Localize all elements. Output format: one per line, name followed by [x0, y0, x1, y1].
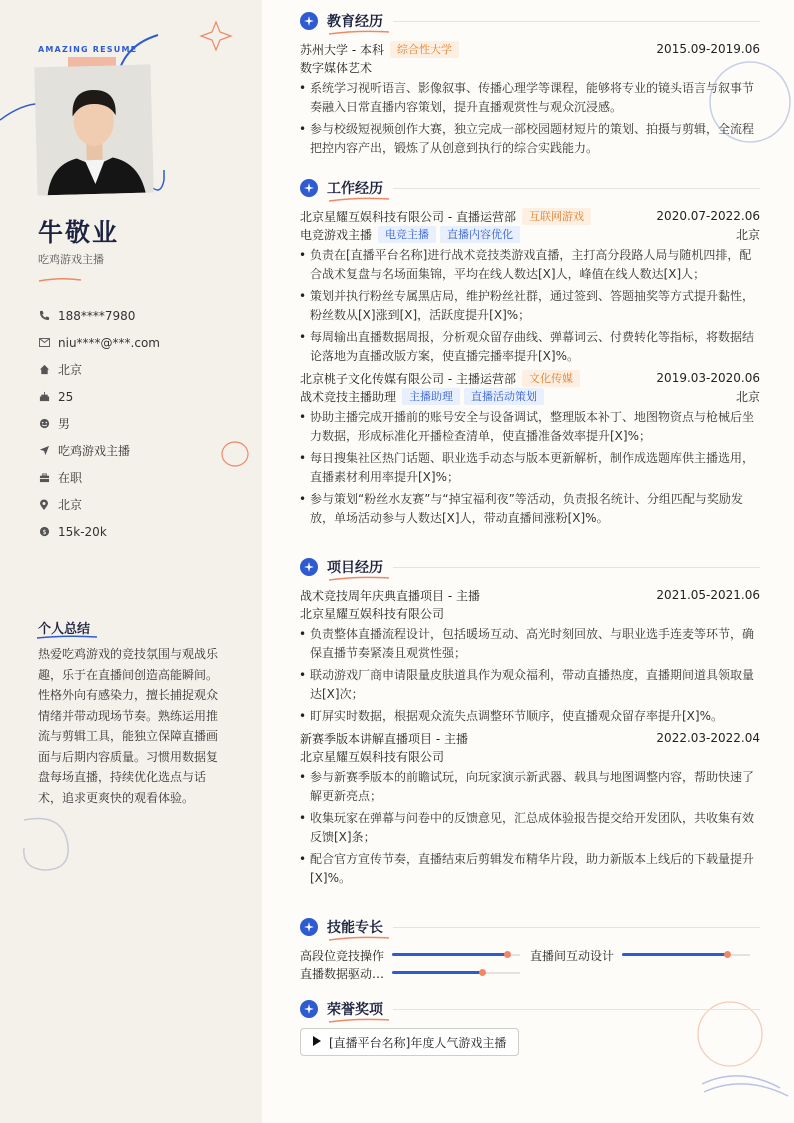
- skill-bar: [392, 954, 520, 956]
- skill-fill: [392, 971, 482, 974]
- skill-fill: [392, 953, 507, 956]
- title-underline: [328, 28, 390, 36]
- section-title: 项目经历: [327, 560, 383, 576]
- contact-value: 在职: [58, 471, 83, 485]
- company-tag: 互联网游戏: [522, 208, 591, 225]
- section-header: [300, 175, 760, 201]
- job-date: 2019.03-2020.06: [656, 371, 760, 385]
- contact-value: 15k-20k: [58, 524, 107, 539]
- skill-name: 直播间互动设计: [530, 948, 615, 963]
- job-header: [300, 369, 760, 387]
- job-city: 北京: [735, 389, 760, 404]
- list-item: • 策划并执行粉丝专属黑店局，维护粉丝社群，通过签到、答题抽奖等方式提升黏性，粉丝数从[X]涨到[X]，活跃度提升[X]%；: [300, 287, 760, 325]
- salary-icon: [38, 526, 50, 538]
- sparkle-icon: [300, 558, 318, 576]
- list-item: • 联动游戏厂商申请限量皮肤道具作为观众福利，带动直播热度，直播期间道具领取量达[X]次；: [300, 666, 760, 704]
- divider: [393, 21, 760, 22]
- svg-text:$: $: [41, 527, 47, 536]
- contact-value[interactable]: niu****@***.com: [58, 335, 160, 350]
- skill-level-dot: [479, 969, 486, 976]
- job-city: 北京: [735, 227, 760, 242]
- contact-status: [38, 464, 248, 491]
- section-header: [300, 8, 760, 34]
- list-item: • 收集玩家在弹幕与问卷中的反馈意见，汇总成体验报告提交给开发团队，共收集有效反馈[X]条；: [300, 809, 760, 847]
- award-name: [直播平台名称]年度人气游戏主播: [329, 1035, 507, 1050]
- location-pin-icon: [38, 499, 50, 511]
- contact-list: [38, 302, 248, 545]
- position-tag: 主播助理: [402, 388, 460, 405]
- major: 数字媒体艺术: [300, 60, 373, 75]
- project-entry: [300, 729, 760, 888]
- play-icon: [313, 1035, 321, 1049]
- list-item: • 协助主播完成开播前的账号安全与设备调试，整理版本补丁、地图物资点与枪械后坐力数据，形成标准化开播检查清单，使直播准备效率提升[X]%；: [300, 408, 760, 446]
- candidate-name: 牛敬业: [38, 218, 120, 247]
- contact-salary: [38, 518, 248, 545]
- skill-level-dot: [504, 951, 511, 958]
- job-bullets: [300, 408, 760, 528]
- project-entry: [300, 586, 760, 726]
- education-section: [300, 8, 760, 161]
- skill-name: 直播数据驱动…: [300, 966, 385, 981]
- title-underline: [328, 934, 390, 942]
- skill-name: 高段位竞技操作: [300, 948, 385, 963]
- sparkle-icon: [300, 1000, 318, 1018]
- summary-text: 热爱吃鸡游戏的竞技氛围与观战乐趣，乐于在直播间创造高能瞬间。性格外向有感染力，擅长捕捉观众情绪并带动现场节奏。熟练运用推流与剪辑工具，能独立保障直播画面与后期内容质量。习惯用数据复盘每场直播，持续优化选点与话术，追求更爽快的观看体验。: [38, 647, 219, 805]
- home-icon: [38, 364, 50, 376]
- summary-title: 个人总结: [38, 622, 91, 637]
- list-item: • 参与策划“粉丝水友赛”与“掉宝福利夜”等活动，负责报名统计、分组匹配与奖励发放，单场活动参与人数达[X]人，带动直播间涨粉[X]%。: [300, 490, 760, 528]
- project-date: 2021.05-2021.06: [656, 588, 760, 602]
- company-tag: 文化传媒: [522, 370, 580, 387]
- project-company: 北京星耀互娱科技有限公司: [300, 606, 445, 621]
- position-tag: 直播活动策划: [464, 388, 544, 405]
- project-header: [300, 586, 760, 604]
- list-item: • 参与校级短视频创作大赛，独立完成一部校园题材短片的策划、拍摄与剪辑，全流程把控内容产出，锻炼了从创意到执行的综合实践能力。: [300, 120, 760, 158]
- school-tag: 综合性大学: [390, 41, 459, 58]
- contact-value: 吃鸡游戏主播: [58, 444, 131, 458]
- candidate-role: 吃鸡游戏主播: [38, 253, 104, 266]
- age-cake-icon: [38, 391, 50, 403]
- section-header: [300, 996, 760, 1022]
- sparkle-icon: [300, 918, 318, 936]
- project-date: 2022.03-2022.04: [656, 731, 760, 745]
- list-item: • 每周输出直播数据周报，分析观众留存曲线、弹幕词云、付费转化等指标，将数据结论落地为直播改版方案，使直播完播率提升[X]%。: [300, 328, 760, 366]
- position-tag: 直播内容优化: [440, 226, 520, 243]
- email-icon: [38, 337, 50, 349]
- project-header: [300, 729, 760, 747]
- list-item: • 负责整体直播流程设计，包括暖场互动、高光时刻回放、与职业选手连麦等环节，确保直播节奏紧凑且观赏性强；: [300, 625, 760, 663]
- list-item: • 配合官方宣传节奏，直播结束后剪辑发布精华片段，助力新版本上线后的下载量提升[X]%。: [300, 850, 760, 888]
- skill-item: [530, 947, 760, 964]
- skill-row: [300, 946, 760, 964]
- skill-fill: [622, 953, 727, 956]
- phone-icon: [38, 310, 50, 322]
- title-underline: [328, 1016, 390, 1024]
- decorative-swirl: [700, 1066, 794, 1106]
- education-entry-header: [300, 40, 760, 58]
- award-item: [300, 1028, 519, 1056]
- contact-value: 北京: [58, 363, 83, 377]
- title-underline: [328, 574, 390, 582]
- divider: [393, 927, 760, 928]
- section-title: 教育经历: [327, 14, 383, 30]
- section-header: [300, 914, 760, 940]
- skill-item: [300, 947, 530, 964]
- job-position: 战术竞技主播助理: [300, 389, 397, 404]
- honors-section: [300, 996, 760, 1056]
- section-title: 技能专长: [327, 920, 383, 936]
- project-company: 北京星耀互娱科技有限公司: [300, 749, 445, 764]
- divider: [393, 188, 760, 189]
- name-underline: [38, 277, 82, 283]
- list-item: • 每日搜集社区热门话题、职业选手动态与版本更新解析，制作成选题库供主播选用，直播素材利用率提升[X]%；: [300, 449, 760, 487]
- contact-gender: [38, 410, 248, 437]
- skill-row: [300, 964, 760, 982]
- job-position: 电竞游戏主播: [300, 227, 373, 242]
- contact-target: [38, 437, 248, 464]
- contact-age: [38, 383, 248, 410]
- job-bullets: [300, 246, 760, 366]
- project-bullets: [300, 768, 760, 888]
- education-bullets: [300, 79, 760, 158]
- skill-level-dot: [724, 951, 731, 958]
- divider: [393, 1009, 760, 1010]
- school-name: 苏州大学 - 本科: [300, 42, 384, 57]
- section-title: 荣誉奖项: [327, 1002, 383, 1018]
- job-position-row: [300, 225, 760, 243]
- title-underline: [328, 195, 390, 203]
- contact-email: [38, 329, 248, 356]
- contact-home: [38, 356, 248, 383]
- sparkle-icon: [300, 179, 318, 197]
- section-title: 工作经历: [327, 181, 383, 197]
- contact-phone: [38, 302, 248, 329]
- contact-location: [38, 491, 248, 518]
- contact-value[interactable]: 188****7980: [58, 308, 136, 323]
- education-date: 2015.09-2019.06: [656, 42, 760, 56]
- avatar: [34, 65, 153, 196]
- skill-bar: [392, 972, 520, 974]
- job-entry: [300, 207, 760, 366]
- list-item: • 盯屏实时数据，根据观众流失点调整环节顺序，使直播观众留存率提升[X]%。: [300, 707, 760, 726]
- sparkle-icon: [300, 12, 318, 30]
- section-header: [300, 554, 760, 580]
- company-name: 北京桃子文化传媒有限公司 - 主播运营部: [300, 371, 516, 386]
- decorative-circle: [14, 812, 74, 876]
- gender-icon: [38, 418, 50, 430]
- divider: [393, 567, 760, 568]
- sidebar: [0, 0, 262, 1123]
- skills-section: [300, 914, 760, 982]
- briefcase-icon: [38, 472, 50, 484]
- resume-tagline: AMAZING RESUME: [38, 45, 138, 54]
- list-item: • 系统学习视听语言、影像叙事、传播心理学等课程，能够将专业的镜头语言与叙事节奏融入日常直播内容策划，提升直播观赏性与观众沉浸感。: [300, 79, 760, 117]
- contact-value: 北京: [58, 498, 83, 512]
- project-section: [300, 554, 760, 891]
- list-item: • 参与新赛季版本的前瞻试玩，向玩家演示新武器、载具与地图调整内容，帮助快速了解更新亮点；: [300, 768, 760, 806]
- contact-value: 25: [58, 389, 74, 404]
- skill-bar: [622, 954, 750, 956]
- job-header: [300, 207, 760, 225]
- contact-value: 男: [58, 417, 71, 431]
- position-tag: 电竞主播: [378, 226, 436, 243]
- project-name: 战术竞技周年庆典直播项目 - 主播: [300, 588, 480, 603]
- work-section: [300, 175, 760, 531]
- company-name: 北京星耀互娱科技有限公司 - 直播运营部: [300, 209, 516, 224]
- job-date: 2020.07-2022.06: [656, 209, 760, 223]
- skill-list: [300, 946, 760, 982]
- job-entry: [300, 369, 760, 528]
- skill-item: [300, 965, 530, 982]
- project-bullets: [300, 625, 760, 726]
- job-position-row: [300, 387, 760, 405]
- project-name: 新赛季版本讲解直播项目 - 主播: [300, 731, 468, 746]
- list-item: • 负责在[直播平台名称]进行战术竞技类游戏直播，主打高分段路人局与随机四排，配合战术复盘与名场面集锦，平均在线人数达[X]人，峰值在线人数达[X]人；: [300, 246, 760, 284]
- send-icon: [38, 445, 50, 457]
